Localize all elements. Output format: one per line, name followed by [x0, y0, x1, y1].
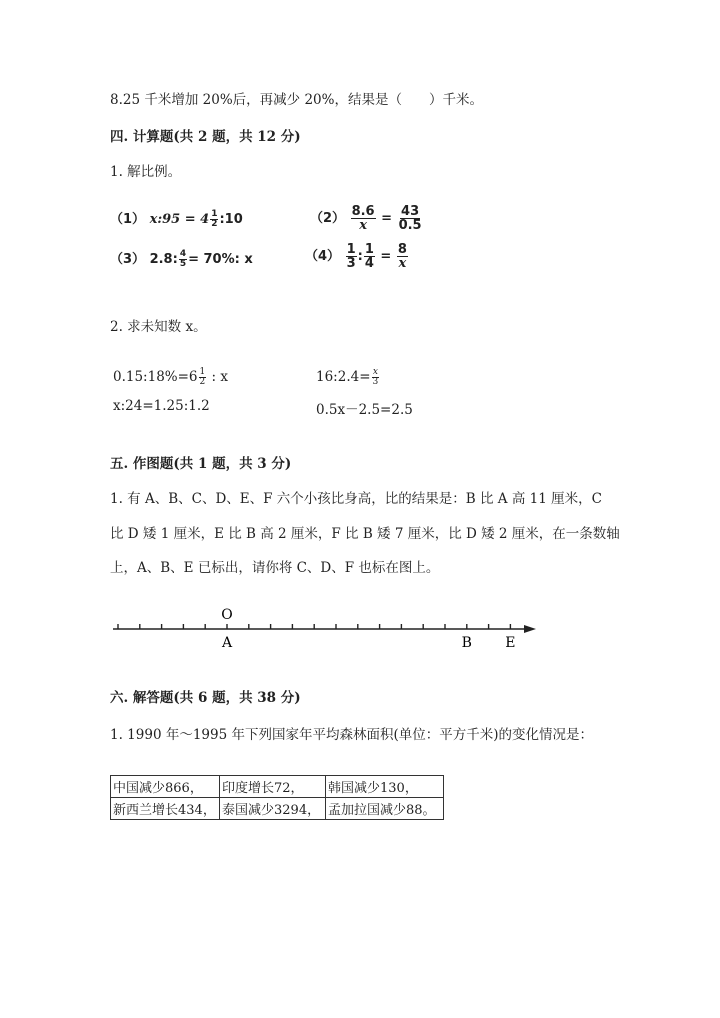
question-8: 8.25 千米增加 20%后，再减少 20%，结果是（ ）千米。 — [110, 92, 483, 108]
forest-table — [110, 775, 444, 820]
label: （1） — [110, 212, 146, 227]
den: 5 — [179, 259, 187, 269]
question-text: 1. 1990 年～1995 年下列国家年平均森林面积(单位：平方千米)的变化情况是： — [110, 727, 593, 743]
point-label-b: B — [461, 635, 472, 651]
equation-3: x:24=1.25:1.2 — [113, 398, 210, 414]
num: 1 — [199, 367, 206, 377]
den: 2 — [211, 219, 218, 229]
table-cell: 韩国减少130， — [326, 776, 444, 798]
colon: : — [357, 249, 363, 264]
den: 3 — [372, 377, 379, 387]
problem-line-2: 比 D 矮 1 厘米，E 比 B 高 2 厘米，F 比 B 矮 7 厘米，比 D 矮 2 厘米，在一条数轴 — [110, 526, 620, 542]
proportion-2 — [310, 205, 424, 232]
table-row — [111, 798, 444, 820]
num: x — [372, 367, 378, 377]
fraction — [346, 243, 357, 270]
fraction — [372, 368, 380, 387]
num: 1 — [211, 209, 218, 219]
proportion-4 — [305, 243, 409, 270]
fraction — [351, 205, 376, 232]
section-5-title: 五. 作图题(共 1 题，共 3 分) — [110, 456, 292, 472]
expr: :10 — [219, 212, 243, 227]
expr: 16:2.4= — [316, 369, 371, 385]
num: 1 — [364, 242, 374, 257]
fraction — [199, 368, 207, 387]
den: 0.5 — [398, 218, 422, 233]
label: （3） — [110, 252, 146, 267]
table-cell: 中国减少866， — [111, 776, 220, 798]
table-cell: 泰国减少3294， — [220, 798, 326, 820]
label: （4） — [305, 249, 341, 264]
den: 3 — [346, 256, 356, 271]
equation-1 — [113, 368, 228, 387]
table-row — [111, 776, 444, 798]
fraction — [210, 210, 218, 229]
den: x — [398, 256, 407, 271]
problem-line-3: 上，A、B、E 已标出，请你将 C、D、F 也标在图上。 — [110, 560, 440, 576]
fraction — [179, 250, 187, 269]
equals: = — [381, 211, 393, 226]
problem-line-1: 1. 有 A、B、C、D、E、F 六个小孩比身高，比的结果是：B 比 A 高 11 厘米，C — [110, 491, 602, 507]
origin-label: O — [221, 607, 233, 623]
num: 8.6 — [351, 204, 375, 219]
den: 2 — [199, 377, 206, 387]
table-cell: 孟加拉国减少88。 — [326, 798, 444, 820]
section-6-title: 六. 解答题(共 6 题，共 38 分) — [110, 690, 301, 706]
fraction — [398, 205, 423, 232]
expr: : x — [207, 369, 228, 385]
equation-4: 0.5x－2.5=2.5 — [316, 402, 413, 418]
table-cell: 新西兰增长434， — [111, 798, 220, 820]
expr: x:95 = 4 — [149, 212, 210, 227]
num: 1 — [346, 242, 356, 257]
den: 4 — [364, 256, 374, 271]
expr: 2.8: — [149, 252, 178, 267]
den: x — [359, 218, 367, 233]
q2-title: 2. 求未知数 x。 — [110, 319, 207, 335]
num: 43 — [401, 204, 420, 219]
num: 8 — [397, 242, 407, 257]
label: （2） — [310, 211, 346, 226]
point-label-e: E — [505, 635, 516, 651]
proportion-3 — [110, 248, 253, 269]
proportion-1 — [110, 208, 243, 229]
num: 4 — [179, 249, 187, 259]
expr: 0.15:18%=6 — [113, 369, 198, 385]
table-cell: 印度增长72， — [220, 776, 326, 798]
fraction — [397, 243, 408, 270]
q1-title: 1. 解比例。 — [110, 164, 182, 180]
number-line — [0, 595, 720, 655]
point-label-a: A — [221, 635, 233, 651]
equals: = — [380, 249, 392, 264]
expr: = 70%: x — [188, 252, 253, 267]
equation-2 — [316, 368, 380, 387]
fraction — [364, 243, 375, 270]
arrow-icon — [524, 625, 536, 633]
section-4-title: 四. 计算题(共 2 题，共 12 分) — [110, 129, 301, 145]
